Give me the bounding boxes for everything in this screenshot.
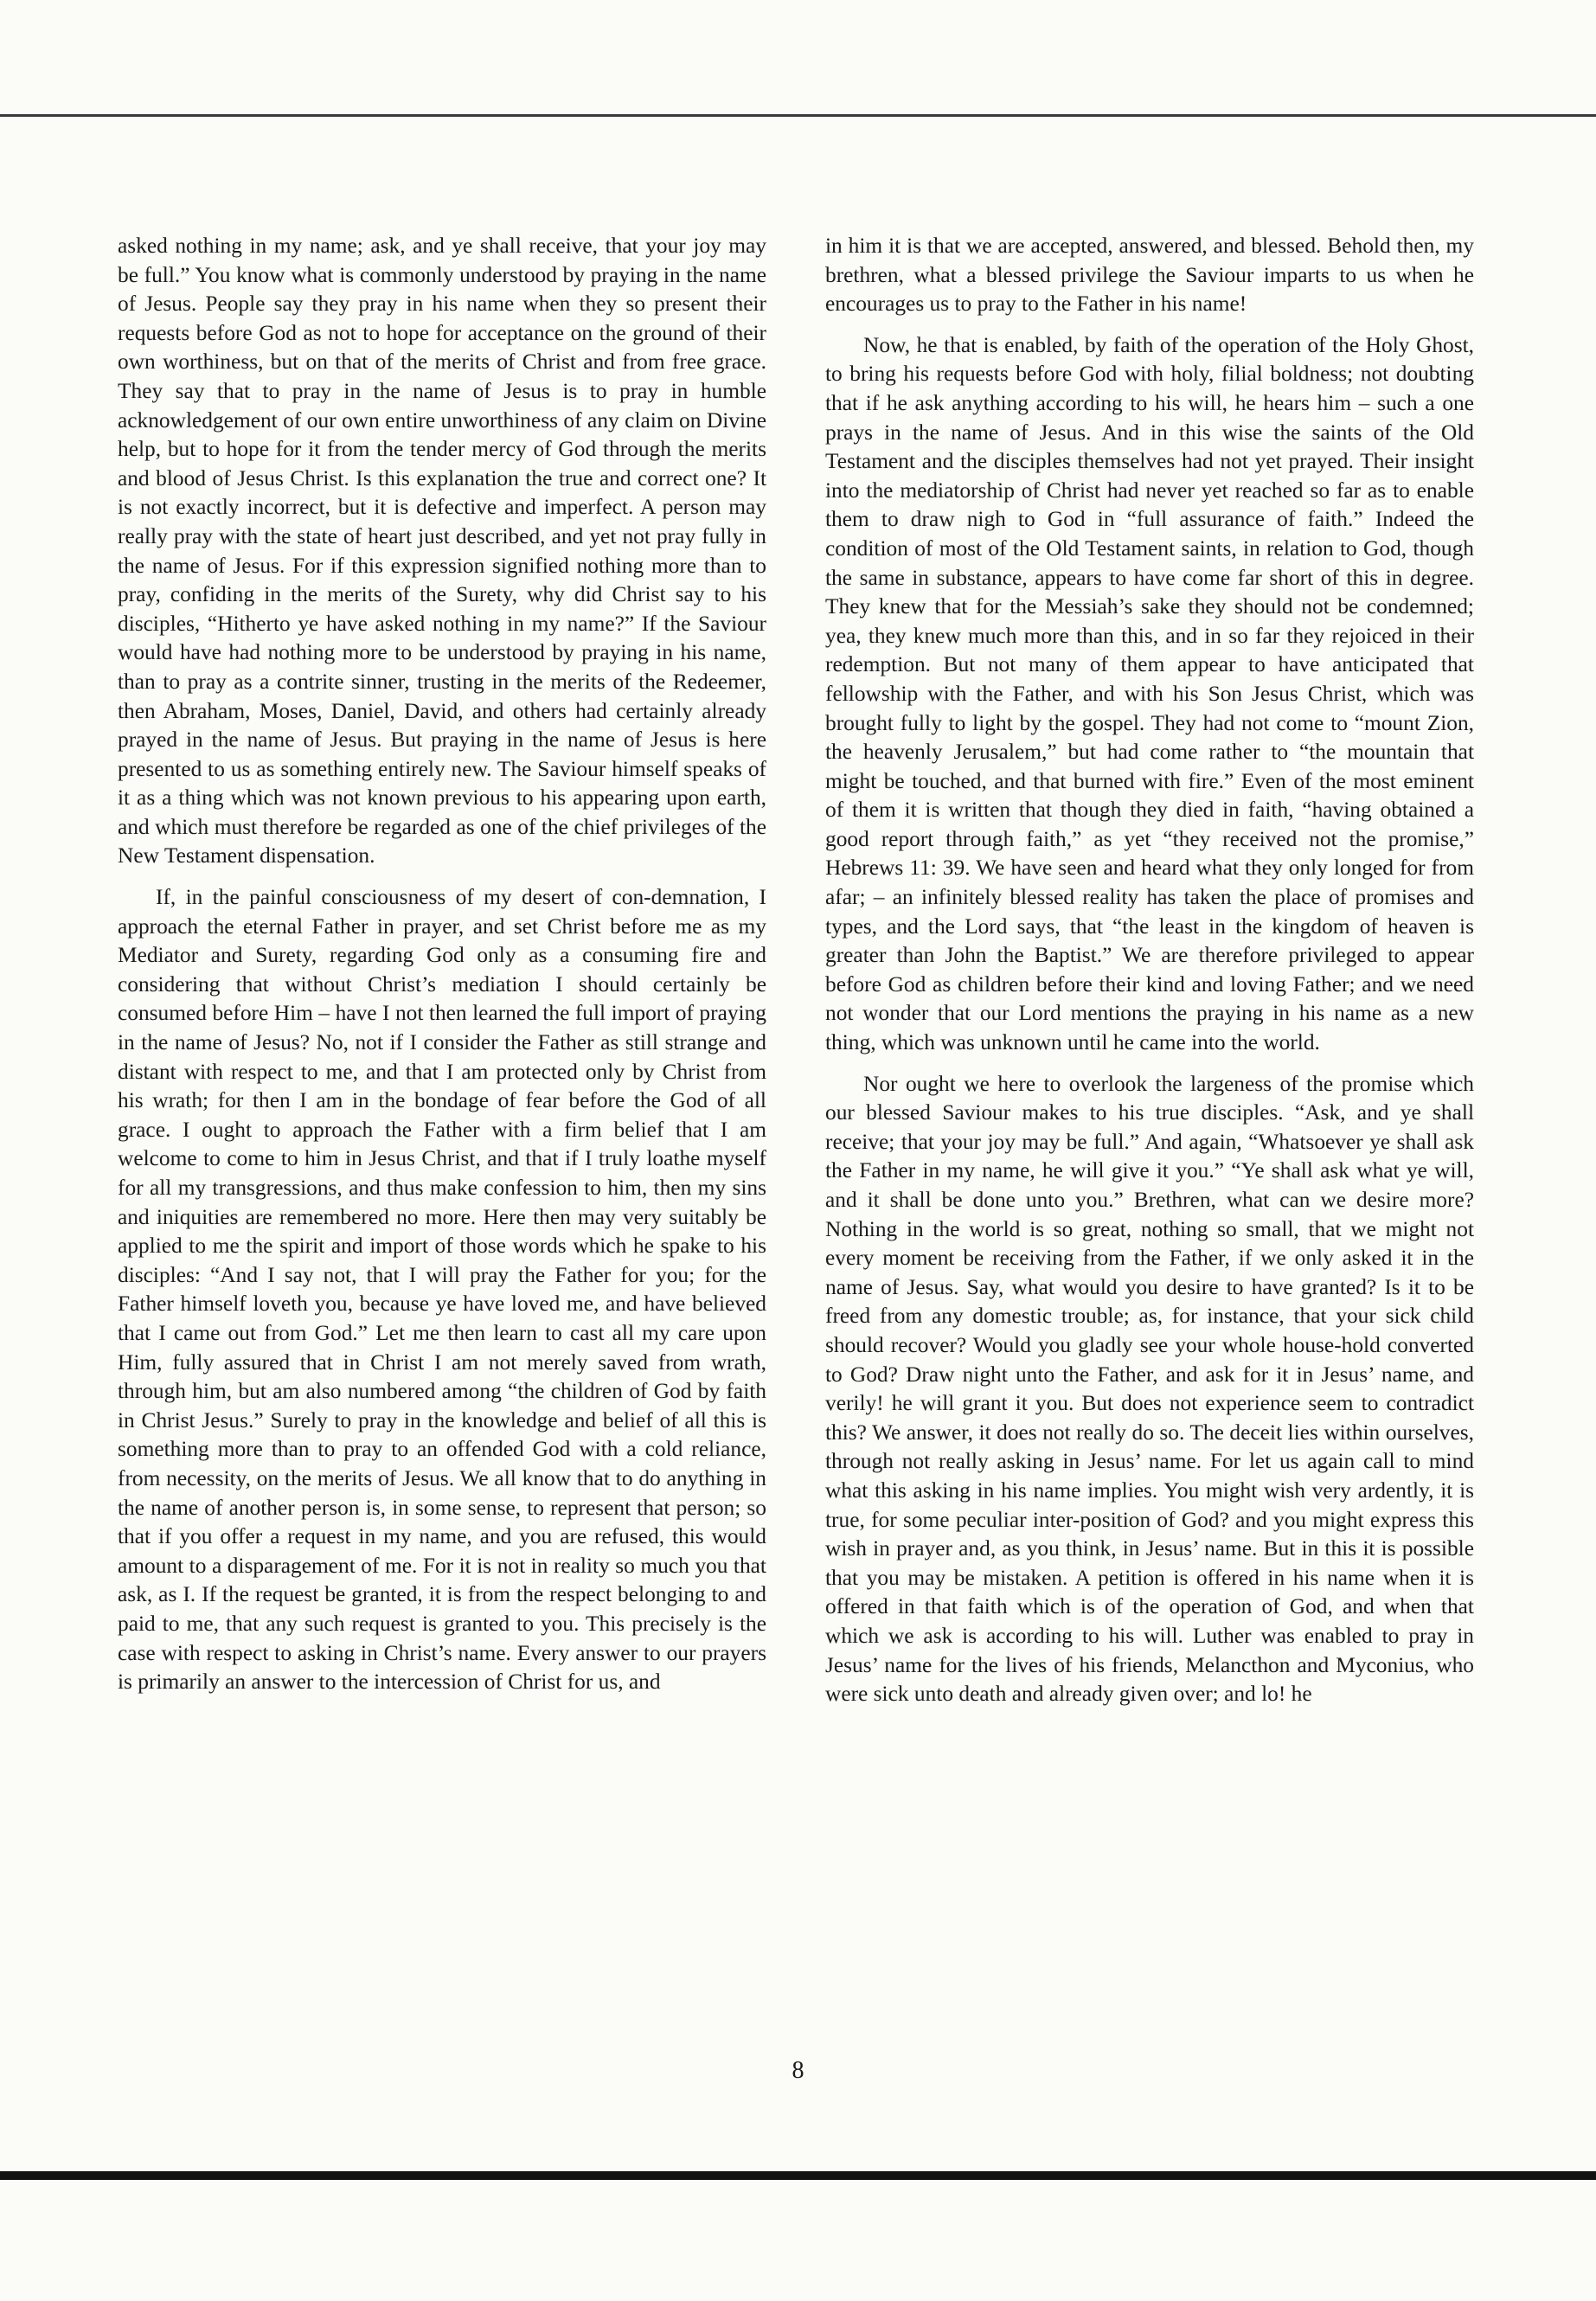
right-column xyxy=(825,232,1474,2048)
bottom-border-bar xyxy=(0,2171,1596,2180)
paragraph: asked nothing in my name; ask, and ye shall receive, that your joy may be full.” You know what is commonly understood by praying in the name of Jesus. People say they pray in his name when they so present their requests before God as not to hope for acceptance on the ground of their own worthiness, but on that of the merits of Christ and from free grace. They say that to pray in the name of Jesus is to pray in humble acknowledgement of our own entire unworthiness of any claim on Divine help, but to hope for it from the tender mercy of God through the merits and blood of Jesus Christ. Is this explanation the true and correct one? It is not exactly incorrect, but it is defective and imperfect. A person may really pray with the state of heart just described, and yet not pray fully in the name of Jesus. For if this expression signified nothing more than to pray, confiding in the merits of the Surety, why did Christ say to his disciples, “Hitherto ye have asked nothing in my name?” If the Saviour would have had nothing more to be understood by praying in his name, than to pray as a contrite sinner, trusting in the merits of the Redeemer, then Abraham, Moses, Daniel, David, and others had certainly already prayed in the name of Jesus. But praying in the name of Jesus is here presented to us as something entirely new. The Saviour himself speaks of it as a thing which was not known previous to his appearing upon earth, and which must therefore be regarded as one of the chief privileges of the New Testament dispensation. xyxy=(118,234,766,868)
paragraph: Nor ought we here to overlook the largeness of the promise which our blessed Saviour makes to his true disciples. “Ask, and ye shall receive; that your joy may be full.” And again, “Whatsoever ye shall ask the Father in my name, he will give it you.” “Ye shall ask what ye will, and it shall be done unto you.” Brethren, what can we desire more? Nothing in the world is so great, nothing so small, that we might not every moment be receiving from the Father, if we only asked it in the name of Jesus. Say, what would you desire to have granted? Is it to be freed from any domestic trouble; as, for instance, that your sick child should recover? Would you gladly see your whole house-hold converted to God? Draw night unto the Father, and ask for it in Jesus’ name, and verily! he will grant it you. But does not experience seem to contradict this? We answer, it does not really do so. The deceit lies within ourselves, through not really asking in Jesus’ name. For let us again call to mind what this asking in his name implies. You might wish very ardently, it is true, for some peculiar inter-position of God? and you might express this wish in prayer and, as you think, in Jesus’ name. But in this it is possible that you may be mistaken. A petition is offered in his name when it is offered in that faith which is of the operation of God, and when that which we ask is according to his will. Luther was enabled to pray in Jesus’ name for the lives of his friends, Melancthon and Myconius, who were sick unto death and already given over; and lo! he xyxy=(825,1071,1474,1707)
left-column xyxy=(118,232,766,2048)
top-rule xyxy=(0,114,1596,117)
paragraph: in him it is that we are accepted, answered, and blessed. Behold then, my brethren, what a blessed privilege the Saviour imparts to us when he encourages us to pray to the Father in his name! xyxy=(825,234,1474,317)
page-number: 8 xyxy=(792,2057,804,2084)
page-body xyxy=(118,232,1474,2048)
paragraph: Now, he that is enabled, by faith of the operation of the Holy Ghost, to bring his requests before God with holy, filial boldness; not doubting that if he ask anything according to his will, he hears him – such a one prays in the name of Jesus. And in this wise the saints of the Old Testament and the disciples themselves had not yet prayed. Their insight into the mediatorship of Christ had never yet reached so far as to enable them to draw nigh to God in “full assurance of faith.” Indeed the condition of most of the Old Testament saints, in relation to God, though the same in substance, appears to have come far short of this in degree. They knew that for the Messiah’s sake they should not be condemned; yea, they knew much more than this, and in so far they rejoiced in their redemption. But not many of them appear to have anticipated that fellowship with the Father, and with his Son Jesus Christ, which was brought fully to light by the gospel. They had not come to “mount Zion, the heavenly Jerusalem,” but had come rather to “the mountain that might be touched, and that burned with fire.” Even of the most eminent of them it is written that though they died in faith, “having obtained a good report through faith,” as yet “they received not the promise,” Hebrews 11: 39. We have seen and heard what they only longed for from afar; – an infinitely blessed reality has taken the place of promises and types, and the Lord says, that “the least in the kingdom of heaven is greater than John the Baptist.” We are therefore privileged to appear before God as children before their kind and loving Father; and we need not wonder that our Lord mentions the praying in his name as a new thing, which was unknown until he came into the world. xyxy=(825,332,1474,1055)
paragraph: If, in the painful consciousness of my desert of con-demnation, I approach the eternal Father in prayer, and set Christ before me as my Mediator and Surety, regarding God only as a consuming fire and considering that without Christ’s mediation I should certainly be consumed before Him – have I not then learned the full import of praying in the name of Jesus? No, not if I consider the Father as still strange and distant with respect to me, and that I am protected only by Christ from his wrath; for then I am in the bondage of fear before the God of all grace. I ought to approach the Father with a firm belief that I am welcome to come to him in Jesus Christ, and that if I truly loathe myself for all my transgressions, and thus make confession to him, then my sins and iniquities are remembered no more. Here then may very suitably be applied to me the spirit and import of those words which he spake to his disciples: “And I say not, that I will pray the Father for you; for the Father himself loveth you, because ye have loved me, and have believed that I came out from God.” Let me then learn to cast all my care upon Him, fully assured that in Christ I am not merely saved from wrath, through him, but am also numbered among “the children of God by faith in Christ Jesus.” Surely to pray in the knowledge and belief of all this is something more than to pray to an offended God with a cold reliance, from necessity, on the merits of Jesus. We all know that to do anything in the name of another person is, in some sense, to represent that person; so that if you offer a request in my name, and you are refused, this would amount to a disparagement of me. For it is not in reality so much you that ask, as I. If the request be granted, it is from the respect belonging to and paid to me, that any such request is granted to you. This precisely is the case with respect to asking in Christ’s name. Every answer to our prayers is primarily an answer to the intercession of Christ for us, and xyxy=(118,885,766,1695)
